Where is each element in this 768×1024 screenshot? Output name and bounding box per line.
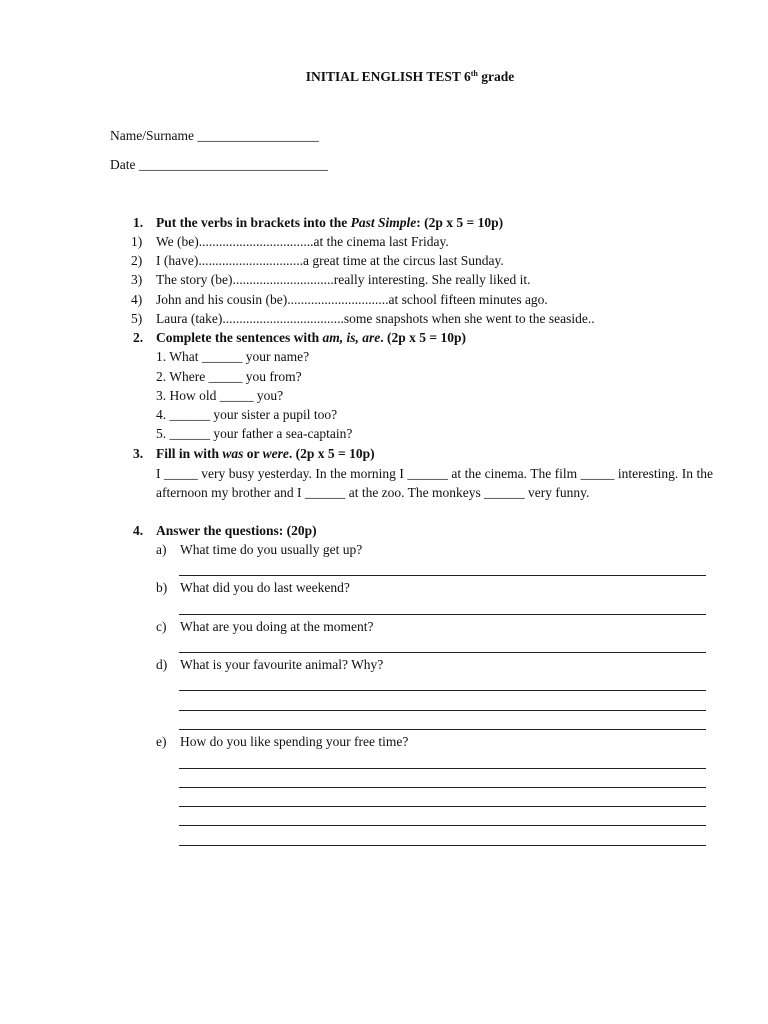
title-text: INITIAL ENGLISH TEST 6 <box>305 69 471 84</box>
section-1-number: 1. <box>133 215 144 230</box>
section-3-heading-b: . (2p x 5 = 10p) <box>288 446 375 461</box>
section-1-item-text[interactable]: John and his cousin (be)..............................at school fifteen minutes ago. <box>156 292 548 307</box>
section-2-item[interactable]: 2. Where _____ you from? <box>156 369 302 384</box>
section-3-heading-were: were <box>262 446 289 461</box>
question-letter: e) <box>156 734 167 749</box>
answer-line[interactable] <box>179 845 706 846</box>
section-2-item[interactable]: 1. What ______ your name? <box>156 349 310 364</box>
answer-line[interactable] <box>179 575 706 576</box>
question-text: What time do you usually get up? <box>180 542 363 557</box>
question-letter: d) <box>156 657 168 672</box>
section-1-item-text[interactable]: We (be)..................................at the cinema last Friday. <box>156 234 449 249</box>
name-surname-field[interactable]: Name/Surname __________________ <box>110 128 319 143</box>
question-letter: a) <box>156 542 167 557</box>
answer-line[interactable] <box>179 652 706 653</box>
answer-line[interactable] <box>179 787 706 788</box>
section-2-heading-b: . (2p x 5 = 10p) <box>380 330 466 345</box>
section-2-heading-a: Complete the sentences with <box>156 330 323 345</box>
section-1-item-text[interactable]: Laura (take)....................................some snapshots when she went to the seaside.. <box>156 311 595 326</box>
answer-line[interactable] <box>179 710 706 711</box>
section-2-heading-em: am, is, are <box>322 330 381 345</box>
section-1-item-number: 3) <box>131 272 143 287</box>
section-3-heading-mid: or <box>243 446 263 461</box>
title-suffix: grade <box>477 69 515 84</box>
section-2-item[interactable]: 4. ______ your sister a pupil too? <box>156 407 338 422</box>
section-4-number: 4. <box>133 523 144 538</box>
answer-line[interactable] <box>179 806 706 807</box>
question-letter: b) <box>156 580 168 595</box>
section-3-heading-was: was <box>222 446 244 461</box>
answer-line[interactable] <box>179 825 706 826</box>
section-3-heading <box>156 446 375 462</box>
question-text: What is your favourite animal? Why? <box>180 657 384 672</box>
section-2-item[interactable]: 3. How old _____ you? <box>156 388 284 403</box>
question-text: What are you doing at the moment? <box>180 619 374 634</box>
section-1-item-number: 2) <box>131 253 143 268</box>
question-letter: c) <box>156 619 167 634</box>
section-1-item-number: 5) <box>131 311 143 326</box>
date-field[interactable]: Date ____________________________ <box>110 157 328 172</box>
section-1-heading-a: Put the verbs in brackets into the <box>156 215 351 230</box>
section-2-item[interactable]: 5. ______ your father a sea-captain? <box>156 426 353 441</box>
section-1-item-number: 1) <box>131 234 143 249</box>
section-1-item-number: 4) <box>131 292 143 307</box>
section-3-paragraph[interactable]: I _____ very busy yesterday. In the morning I ______ at the cinema. The film _____ interesting. In the afternoon my brother and I ______ at the zoo. The monkeys ______ very funny. <box>156 466 713 500</box>
answer-line[interactable] <box>179 614 706 615</box>
section-1-item-text[interactable]: I (have)...............................a great time at the circus last Sunday. <box>156 253 504 268</box>
answer-line[interactable] <box>179 768 706 769</box>
answer-line[interactable] <box>179 690 706 691</box>
section-3-number: 3. <box>133 446 144 461</box>
question-text: How do you like spending your free time? <box>180 734 409 749</box>
section-1-heading-b: : (2p x 5 = 10p) <box>416 215 504 230</box>
answer-line[interactable] <box>179 729 706 730</box>
section-1-heading <box>156 215 503 231</box>
section-2-heading <box>156 330 466 346</box>
section-1-item-text[interactable]: The story (be)..............................really interesting. She really liked it. <box>156 272 531 287</box>
section-4-heading: Answer the questions: (20p) <box>156 523 317 538</box>
section-3-heading-a: Fill in with <box>156 446 223 461</box>
section-2-number: 2. <box>133 330 144 345</box>
question-text: What did you do last weekend? <box>180 580 350 595</box>
page-title <box>0 69 768 87</box>
section-1-heading-em: Past Simple <box>350 215 417 230</box>
title-superscript: th <box>470 69 478 78</box>
